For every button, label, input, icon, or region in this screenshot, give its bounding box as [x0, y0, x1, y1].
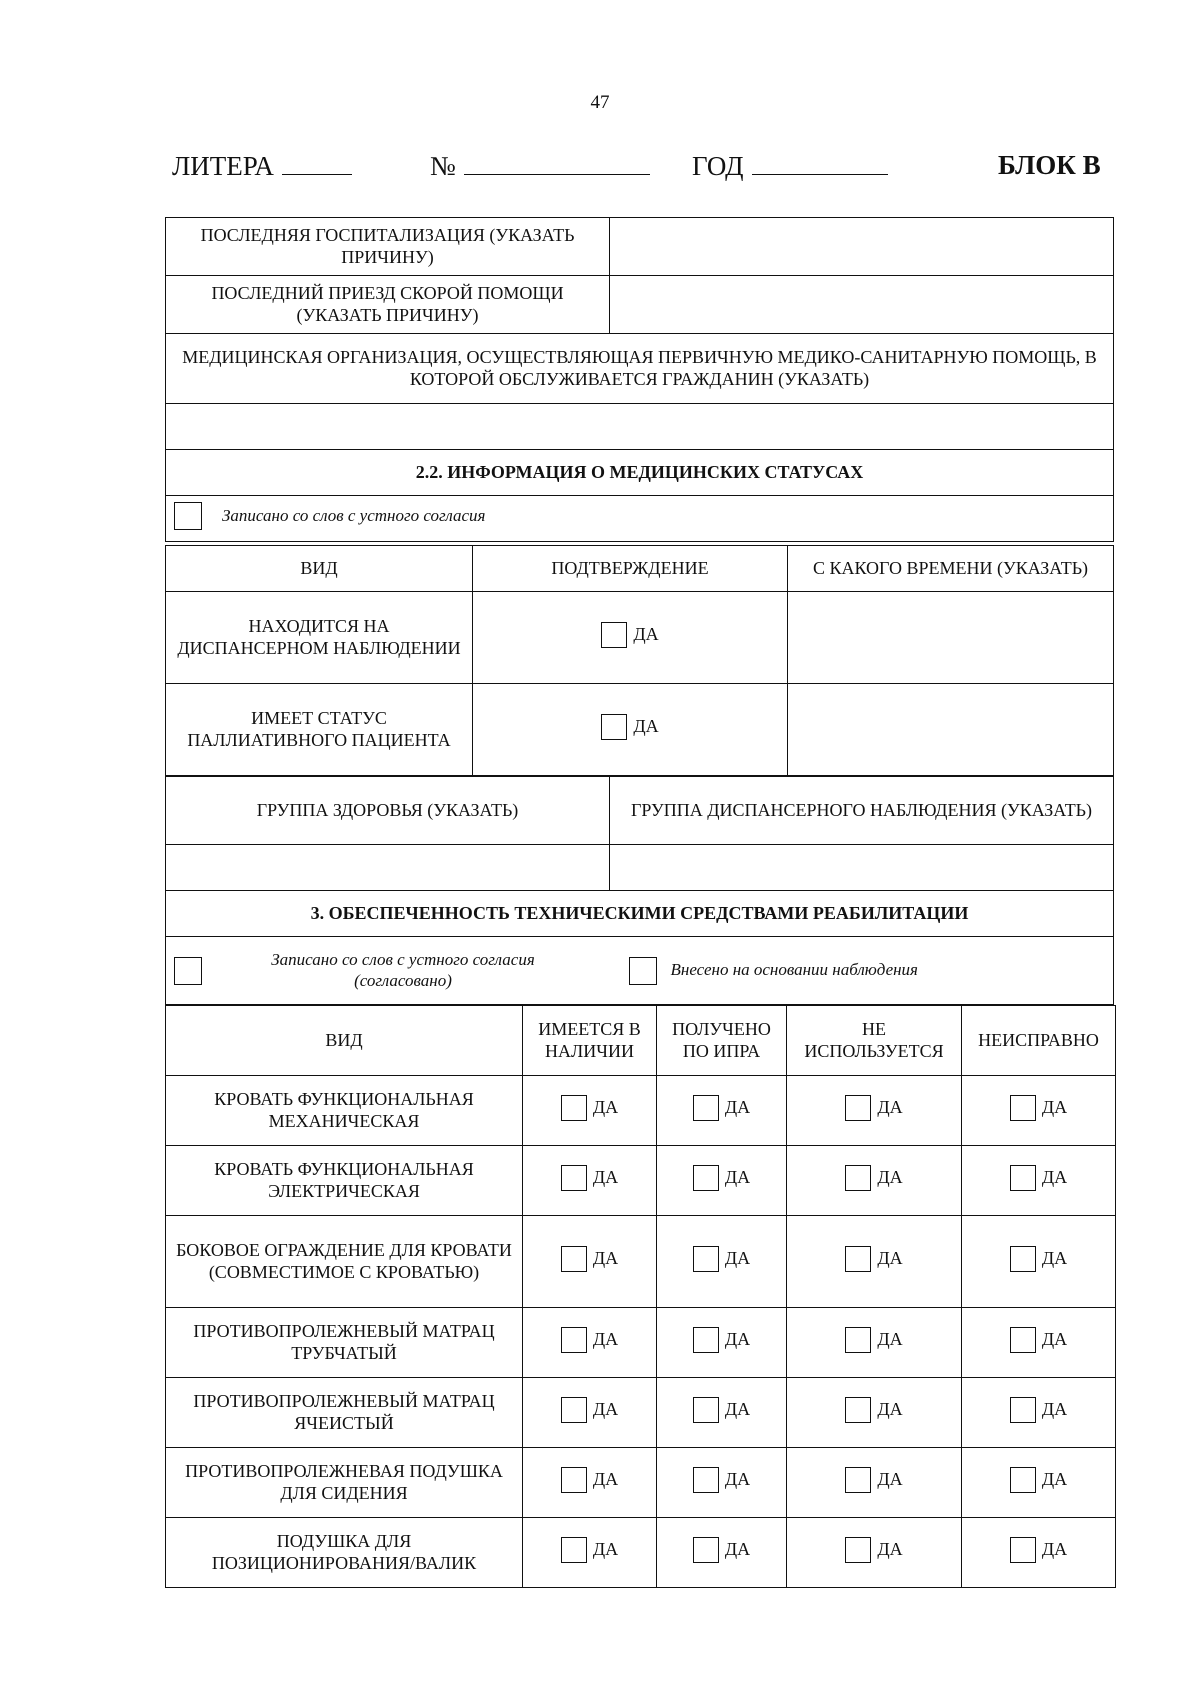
rehab-cell-available — [523, 1308, 657, 1378]
yes-label: ДА — [877, 1468, 903, 1489]
section-22-consent-row — [166, 496, 1114, 542]
rehab-cell-faulty — [962, 1518, 1116, 1588]
rehab-cell-available — [523, 1448, 657, 1518]
yes-label: ДА — [592, 1468, 619, 1489]
yes-label: ДА — [592, 1247, 619, 1268]
section-22-title: 2.2. ИНФОРМАЦИЯ О МЕДИЦИНСКИХ СТАТУСАХ — [166, 450, 1114, 496]
yes-label: ДА — [724, 1398, 751, 1419]
litera-field — [172, 150, 352, 182]
yes-label: ДА — [877, 1538, 903, 1559]
rehab-item-label: ПРОТИВОПРОЛЕЖНЕВАЯ ПОДУШКА ДЛЯ СИДЕНИЯ — [166, 1448, 523, 1518]
faulty-checkbox[interactable] — [1010, 1095, 1036, 1121]
available-checkbox[interactable] — [561, 1095, 587, 1121]
year-field — [692, 150, 888, 182]
rehab-table — [165, 1005, 1116, 1588]
yes-label: ДА — [724, 1328, 751, 1349]
available-checkbox[interactable] — [561, 1165, 587, 1191]
rehab-item-label: ПОДУШКА ДЛЯ ПОЗИЦИОНИРОВАНИЯ/ВАЛИК — [166, 1518, 523, 1588]
page-number: 47 — [590, 92, 610, 113]
rehab-cell-received — [657, 1448, 787, 1518]
yes-label: ДА — [1041, 1538, 1068, 1559]
palliative-since-input[interactable] — [788, 684, 1114, 776]
faulty-checkbox[interactable] — [1010, 1397, 1036, 1423]
received-checkbox[interactable] — [693, 1165, 719, 1191]
yes-label: ДА — [1041, 1398, 1068, 1419]
rehab-cell-faulty — [962, 1308, 1116, 1378]
observation-checkbox[interactable] — [629, 957, 657, 985]
dispensary-yes-checkbox[interactable] — [601, 622, 627, 648]
received-checkbox[interactable] — [693, 1327, 719, 1353]
rehab-cell-received — [657, 1308, 787, 1378]
yes-label: ДА — [1041, 1468, 1068, 1489]
rehab-item-label: ПРОТИВОПРОЛЕЖНЕВЫЙ МАТРАЦ ЯЧЕИСТЫЙ — [166, 1378, 523, 1448]
received-checkbox[interactable] — [693, 1537, 719, 1563]
not-used-checkbox[interactable] — [845, 1537, 871, 1563]
not-used-checkbox[interactable] — [845, 1467, 871, 1493]
palliative-yes-checkbox[interactable] — [601, 714, 627, 740]
available-checkbox[interactable] — [561, 1397, 587, 1423]
number-label: № — [430, 151, 456, 181]
received-checkbox[interactable] — [693, 1397, 719, 1423]
rehab-cell-received — [657, 1518, 787, 1588]
rehab-cell-received — [657, 1216, 787, 1308]
rehab-cell-faulty — [962, 1146, 1116, 1216]
litera-label: ЛИТЕРА — [172, 151, 274, 181]
rehab-rows — [166, 1076, 1116, 1588]
rehab-cell-received — [657, 1146, 787, 1216]
year-label: ГОД — [692, 151, 744, 181]
rehab-cell-not-used — [787, 1076, 962, 1146]
rehab-col-not-used: НЕ ИСПОЛЬЗУЕТСЯ — [787, 1006, 962, 1076]
status-row-confirm — [473, 592, 788, 684]
rehab-cell-faulty — [962, 1378, 1116, 1448]
rehab-col-received: ПОЛУЧЕНО ПО ИПРА — [657, 1006, 787, 1076]
yes-label: ДА — [724, 1166, 751, 1187]
not-used-checkbox[interactable] — [845, 1327, 871, 1353]
rehab-cell-not-used — [787, 1378, 962, 1448]
table-row — [166, 1308, 1116, 1378]
rehab-cell-received — [657, 1378, 787, 1448]
yes-label: ДА — [877, 1166, 903, 1187]
rehab-cell-available — [523, 1518, 657, 1588]
last-hospitalization-label: ПОСЛЕДНЯЯ ГОСПИТАЛИЗАЦИЯ (УКАЗАТЬ ПРИЧИНУ) — [166, 218, 610, 276]
rehab-cell-not-used — [787, 1448, 962, 1518]
received-checkbox[interactable] — [693, 1467, 719, 1493]
health-group-label: ГРУППА ЗДОРОВЬЯ (УКАЗАТЬ) — [166, 777, 610, 845]
not-used-checkbox[interactable] — [845, 1165, 871, 1191]
status-row-label: НАХОДИТСЯ НА ДИСПАНСЕРНОМ НАБЛЮДЕНИИ — [166, 592, 473, 684]
yes-label: ДА — [592, 1166, 619, 1187]
table-row — [166, 1216, 1116, 1308]
yes-label: ДА — [877, 1247, 903, 1268]
rehab-cell-available — [523, 1216, 657, 1308]
faulty-checkbox[interactable] — [1010, 1327, 1036, 1353]
medical-org-label: МЕДИЦИНСКАЯ ОРГАНИЗАЦИЯ, ОСУЩЕСТВЛЯЮЩАЯ ПЕРВИЧНУЮ МЕДИКО-САНИТАРНУЮ ПОМОЩЬ, В КОТОРОЙ ОБСЛУЖИВАЕТСЯ ГРАЖДАНИН (УКАЗАТЬ) — [166, 334, 1114, 404]
block-label: БЛОК В — [998, 150, 1101, 180]
rehab-cell-available — [523, 1146, 657, 1216]
yes-label: ДА — [724, 1538, 751, 1559]
litera-blank[interactable] — [282, 150, 352, 175]
status-col-type: ВИД — [166, 546, 473, 592]
yes-label: ДА — [877, 1096, 903, 1117]
available-checkbox[interactable] — [561, 1467, 587, 1493]
table-row — [166, 1518, 1116, 1588]
rehab-item-label: КРОВАТЬ ФУНКЦИОНАЛЬНАЯ ЭЛЕКТРИЧЕСКАЯ — [166, 1146, 523, 1216]
rehab-cell-not-used — [787, 1216, 962, 1308]
section-3-title: 3. ОБЕСПЕЧЕННОСТЬ ТЕХНИЧЕСКИМИ СРЕДСТВАМИ РЕАБИЛИТАЦИИ — [166, 891, 1114, 937]
yes-label: ДА — [724, 1247, 751, 1268]
year-blank[interactable] — [752, 150, 888, 175]
last-hospitalization-input[interactable] — [610, 218, 1114, 276]
rehab-cell-not-used — [787, 1146, 962, 1216]
table-row — [166, 1448, 1116, 1518]
status-col-confirm: ПОДТВЕРЖДЕНИЕ — [473, 546, 788, 592]
rehab-cell-faulty — [962, 1216, 1116, 1308]
faulty-checkbox[interactable] — [1010, 1246, 1036, 1272]
table-row — [166, 1378, 1116, 1448]
rehab-cell-faulty — [962, 1076, 1116, 1146]
last-ambulance-label: ПОСЛЕДНИЙ ПРИЕЗД СКОРОЙ ПОМОЩИ (УКАЗАТЬ ПРИЧИНУ) — [166, 276, 610, 334]
dispensary-since-input[interactable] — [788, 592, 1114, 684]
medical-org-input[interactable] — [166, 404, 1114, 450]
observation-label: Внесено на основании наблюдения — [670, 960, 918, 980]
rehab-cell-available — [523, 1076, 657, 1146]
received-checkbox[interactable] — [693, 1095, 719, 1121]
form-header — [0, 150, 1200, 190]
consent-label: Записано со слов с устного согласия (согласовано) — [271, 950, 535, 990]
rehab-cell-received — [657, 1076, 787, 1146]
received-checkbox[interactable] — [693, 1246, 719, 1272]
available-checkbox[interactable] — [561, 1246, 587, 1272]
section-3-consent-row — [166, 937, 1114, 1005]
consent-checkbox[interactable] — [174, 957, 202, 985]
yes-label: ДА — [633, 623, 659, 644]
not-used-checkbox[interactable] — [845, 1397, 871, 1423]
last-ambulance-input[interactable] — [610, 276, 1114, 334]
yes-label: ДА — [592, 1538, 619, 1559]
yes-label: ДА — [1041, 1096, 1068, 1117]
yes-label: ДА — [1041, 1247, 1068, 1268]
faulty-checkbox[interactable] — [1010, 1537, 1036, 1563]
rehab-col-type: ВИД — [166, 1006, 523, 1076]
rehab-item-label: КРОВАТЬ ФУНКЦИОНАЛЬНАЯ МЕХАНИЧЕСКАЯ — [166, 1076, 523, 1146]
table-row — [166, 1076, 1116, 1146]
number-field — [430, 150, 650, 182]
rehab-cell-not-used — [787, 1308, 962, 1378]
health-group-input[interactable] — [166, 845, 610, 891]
available-checkbox[interactable] — [561, 1327, 587, 1353]
available-checkbox[interactable] — [561, 1537, 587, 1563]
yes-label: ДА — [724, 1096, 751, 1117]
yes-label: ДА — [592, 1096, 619, 1117]
rehab-cell-faulty — [962, 1448, 1116, 1518]
yes-label: ДА — [877, 1328, 903, 1349]
rehab-cell-not-used — [787, 1518, 962, 1588]
dispensary-group-label: ГРУППА ДИСПАНСЕРНОГО НАБЛЮДЕНИЯ (УКАЗАТЬ) — [610, 777, 1114, 845]
yes-label: ДА — [724, 1468, 751, 1489]
groups-table — [165, 776, 1114, 1005]
rehab-col-faulty: НЕИСПРАВНО — [962, 1006, 1116, 1076]
rehab-cell-available — [523, 1378, 657, 1448]
status-row-confirm — [473, 684, 788, 776]
faulty-checkbox[interactable] — [1010, 1467, 1036, 1493]
status-col-since: С КАКОГО ВРЕМЕНИ (УКАЗАТЬ) — [788, 546, 1114, 592]
dispensary-group-input[interactable] — [610, 845, 1114, 891]
consent-label: Записано со слов с устного согласия — [222, 505, 486, 525]
yes-label: ДА — [633, 715, 659, 736]
faulty-checkbox[interactable] — [1010, 1165, 1036, 1191]
top-info-table — [165, 217, 1114, 542]
rehab-item-label: ПРОТИВОПРОЛЕЖНЕВЫЙ МАТРАЦ ТРУБЧАТЫЙ — [166, 1308, 523, 1378]
yes-label: ДА — [592, 1328, 619, 1349]
status-table — [165, 545, 1114, 776]
status-row-label: ИМЕЕТ СТАТУС ПАЛЛИАТИВНОГО ПАЦИЕНТА — [166, 684, 473, 776]
consent-checkbox[interactable] — [174, 502, 202, 530]
yes-label: ДА — [1041, 1166, 1068, 1187]
number-blank[interactable] — [464, 150, 650, 175]
yes-label: ДА — [592, 1398, 619, 1419]
yes-label: ДА — [1041, 1328, 1068, 1349]
rehab-col-available: ИМЕЕТСЯ В НАЛИЧИИ — [523, 1006, 657, 1076]
yes-label: ДА — [877, 1398, 903, 1419]
table-row — [166, 1146, 1116, 1216]
not-used-checkbox[interactable] — [845, 1246, 871, 1272]
not-used-checkbox[interactable] — [845, 1095, 871, 1121]
rehab-item-label: БОКОВОЕ ОГРАЖДЕНИЕ ДЛЯ КРОВАТИ (СОВМЕСТИМОЕ С КРОВАТЬЮ) — [166, 1216, 523, 1308]
